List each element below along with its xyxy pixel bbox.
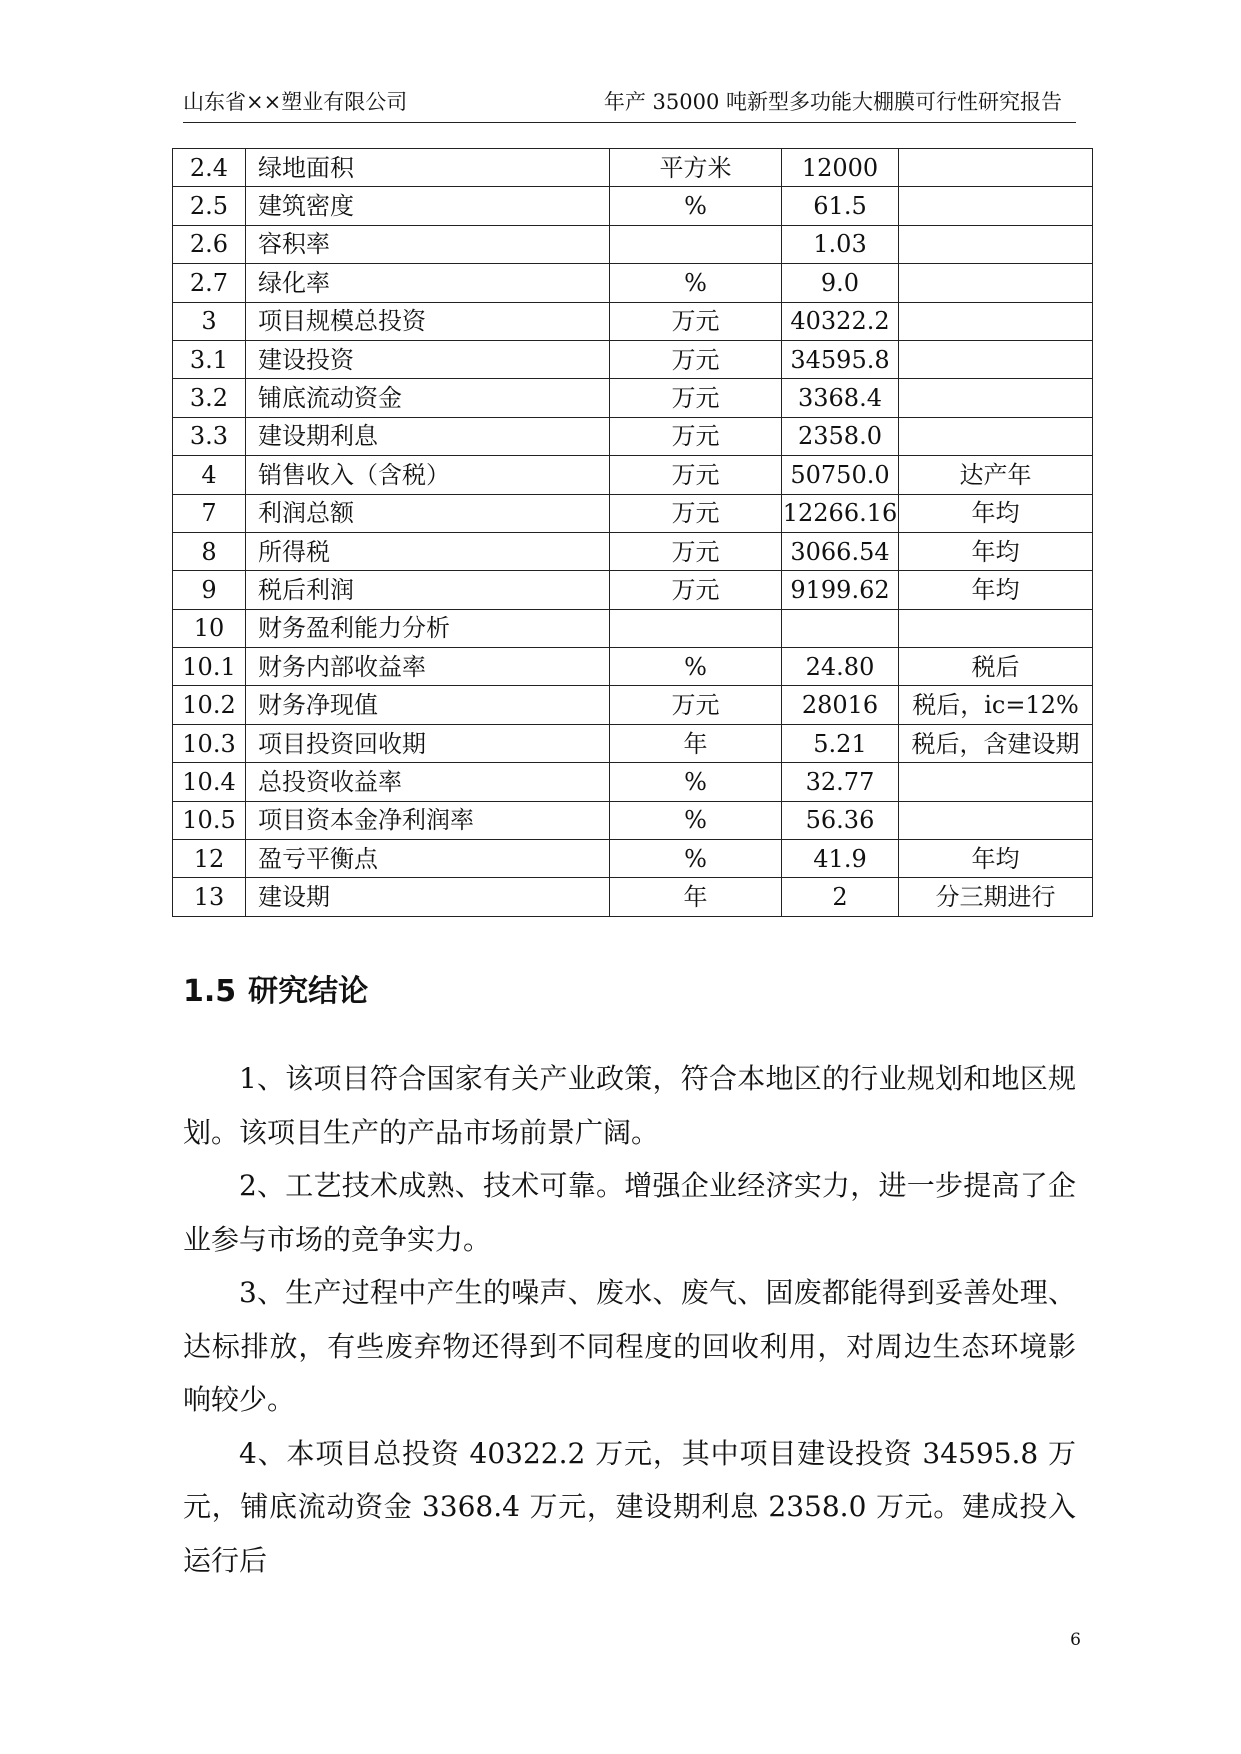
indicator-unit: % bbox=[610, 801, 782, 839]
row-number: 9 bbox=[173, 571, 246, 609]
indicator-unit: % bbox=[610, 763, 782, 801]
indicator-unit: % bbox=[610, 840, 782, 878]
conclusion-paragraph: 1、该项目符合国家有关产业政策，符合本地区的行业规划和地区规划。该项目生产的产品市场前景广阔。 bbox=[183, 1062, 1076, 1149]
indicator-unit: 万元 bbox=[610, 302, 782, 340]
table-row bbox=[173, 686, 1093, 724]
page-number: 6 bbox=[1070, 1630, 1081, 1650]
indicator-name: 项目规模总投资 bbox=[246, 302, 610, 340]
indicator-name: 销售收入（含税） bbox=[246, 456, 610, 494]
indicator-name: 财务净现值 bbox=[246, 686, 610, 724]
indicator-note bbox=[899, 763, 1093, 801]
table-row bbox=[173, 648, 1093, 686]
indicator-unit: 万元 bbox=[610, 532, 782, 570]
section-number: 1.5 bbox=[183, 974, 237, 1009]
indicator-value: 61.5 bbox=[782, 187, 899, 225]
indicator-name: 税后利润 bbox=[246, 571, 610, 609]
row-number: 10.5 bbox=[173, 801, 246, 839]
indicator-value: 24.80 bbox=[782, 648, 899, 686]
row-number: 4 bbox=[173, 456, 246, 494]
indicator-note bbox=[899, 187, 1093, 225]
indicator-note: 年均 bbox=[899, 840, 1093, 878]
company-name: 山东省××塑业有限公司 bbox=[183, 90, 408, 114]
indicator-note bbox=[899, 801, 1093, 839]
indicator-unit: 万元 bbox=[610, 686, 782, 724]
indicator-unit: 万元 bbox=[610, 417, 782, 455]
indicator-note: 达产年 bbox=[899, 456, 1093, 494]
indicator-unit: 万元 bbox=[610, 340, 782, 378]
section-heading bbox=[183, 966, 368, 1010]
row-number: 2.5 bbox=[173, 187, 246, 225]
indicator-unit: 万元 bbox=[610, 456, 782, 494]
indicator-note: 税后，ic=12% bbox=[899, 686, 1093, 724]
indicator-name: 建设期利息 bbox=[246, 417, 610, 455]
row-number: 3 bbox=[173, 302, 246, 340]
indicator-note: 税后，含建设期 bbox=[899, 724, 1093, 762]
indicator-note: 分三期进行 bbox=[899, 878, 1093, 916]
indicator-name: 财务内部收益率 bbox=[246, 648, 610, 686]
indicator-value: 2358.0 bbox=[782, 417, 899, 455]
table-row bbox=[173, 532, 1093, 570]
indicator-note: 年均 bbox=[899, 571, 1093, 609]
row-number: 12 bbox=[173, 840, 246, 878]
indicator-value: 28016 bbox=[782, 686, 899, 724]
indicator-name: 建设投资 bbox=[246, 340, 610, 378]
section-title: 研究结论 bbox=[248, 974, 369, 1009]
row-number: 2.4 bbox=[173, 149, 246, 187]
indicator-note: 年均 bbox=[899, 532, 1093, 570]
row-number: 10 bbox=[173, 609, 246, 647]
indicator-value: 41.9 bbox=[782, 840, 899, 878]
indicator-unit: 万元 bbox=[610, 494, 782, 532]
indicator-name: 项目资本金净利润率 bbox=[246, 801, 610, 839]
indicator-note: 年均 bbox=[899, 494, 1093, 532]
indicator-note bbox=[899, 225, 1093, 263]
indicator-value bbox=[782, 609, 899, 647]
indicator-value: 9.0 bbox=[782, 264, 899, 302]
indicator-value: 34595.8 bbox=[782, 340, 899, 378]
indicator-value: 9199.62 bbox=[782, 571, 899, 609]
indicator-unit: 万元 bbox=[610, 379, 782, 417]
indicator-value: 2 bbox=[782, 878, 899, 916]
table-row bbox=[173, 187, 1093, 225]
indicator-name: 财务盈利能力分析 bbox=[246, 609, 610, 647]
table-row bbox=[173, 302, 1093, 340]
indicator-value: 5.21 bbox=[782, 724, 899, 762]
indicator-name: 总投资收益率 bbox=[246, 763, 610, 801]
indicator-name: 建筑密度 bbox=[246, 187, 610, 225]
indicator-name: 利润总额 bbox=[246, 494, 610, 532]
indicator-value: 12000 bbox=[782, 149, 899, 187]
row-number: 7 bbox=[173, 494, 246, 532]
row-number: 10.3 bbox=[173, 724, 246, 762]
table-row bbox=[173, 264, 1093, 302]
indicator-name: 绿地面积 bbox=[246, 149, 610, 187]
report-title: 年产 35000 吨新型多功能大棚膜可行性研究报告 bbox=[603, 90, 1062, 114]
indicator-name: 铺底流动资金 bbox=[246, 379, 610, 417]
indicator-table bbox=[172, 148, 1093, 917]
indicator-name: 容积率 bbox=[246, 225, 610, 263]
indicator-value: 3368.4 bbox=[782, 379, 899, 417]
indicator-value: 3066.54 bbox=[782, 532, 899, 570]
table-row bbox=[173, 840, 1093, 878]
indicator-name: 建设期 bbox=[246, 878, 610, 916]
indicator-note bbox=[899, 340, 1093, 378]
indicator-note: 税后 bbox=[899, 648, 1093, 686]
indicator-unit bbox=[610, 225, 782, 263]
indicator-note bbox=[899, 302, 1093, 340]
table-row bbox=[173, 494, 1093, 532]
indicator-unit: % bbox=[610, 648, 782, 686]
indicator-note bbox=[899, 609, 1093, 647]
indicator-name: 盈亏平衡点 bbox=[246, 840, 610, 878]
indicator-value: 1.03 bbox=[782, 225, 899, 263]
conclusion-paragraph: 3、生产过程中产生的噪声、废水、废气、固废都能得到妥善处理、达标排放，有些废弃物还得到不同程度的回收利用，对周边生态环境影响较少。 bbox=[183, 1276, 1076, 1416]
row-number: 2.6 bbox=[173, 225, 246, 263]
table-row bbox=[173, 379, 1093, 417]
table-row bbox=[173, 878, 1093, 916]
indicator-note bbox=[899, 149, 1093, 187]
table-row bbox=[173, 724, 1093, 762]
row-number: 10.2 bbox=[173, 686, 246, 724]
row-number: 13 bbox=[173, 878, 246, 916]
page-header bbox=[183, 86, 1076, 123]
row-number: 3.2 bbox=[173, 379, 246, 417]
row-number: 2.7 bbox=[173, 264, 246, 302]
indicator-unit: 万元 bbox=[610, 571, 782, 609]
indicator-unit: 年 bbox=[610, 724, 782, 762]
table-row bbox=[173, 801, 1093, 839]
indicator-unit: 年 bbox=[610, 878, 782, 916]
table-row bbox=[173, 763, 1093, 801]
indicator-name: 所得税 bbox=[246, 532, 610, 570]
indicator-value: 50750.0 bbox=[782, 456, 899, 494]
indicator-unit: 平方米 bbox=[610, 149, 782, 187]
indicator-value: 40322.2 bbox=[782, 302, 899, 340]
indicator-table-body bbox=[173, 149, 1093, 917]
indicator-unit: % bbox=[610, 264, 782, 302]
table-row bbox=[173, 456, 1093, 494]
indicator-note bbox=[899, 417, 1093, 455]
conclusion-paragraph: 2、工艺技术成熟、技术可靠。增强企业经济实力，进一步提高了企业参与市场的竞争实力。 bbox=[183, 1169, 1076, 1256]
indicator-note bbox=[899, 379, 1093, 417]
indicator-name: 绿化率 bbox=[246, 264, 610, 302]
indicator-unit: % bbox=[610, 187, 782, 225]
table-row bbox=[173, 340, 1093, 378]
table-row bbox=[173, 417, 1093, 455]
table-row bbox=[173, 225, 1093, 263]
indicator-unit bbox=[610, 609, 782, 647]
row-number: 10.4 bbox=[173, 763, 246, 801]
indicator-value: 32.77 bbox=[782, 763, 899, 801]
indicator-value: 12266.16 bbox=[782, 494, 899, 532]
conclusion-body bbox=[183, 1052, 1076, 1587]
indicator-value: 56.36 bbox=[782, 801, 899, 839]
row-number: 8 bbox=[173, 532, 246, 570]
row-number: 3.1 bbox=[173, 340, 246, 378]
conclusion-paragraph: 4、本项目总投资 40322.2 万元，其中项目建设投资 34595.8 万元，铺底流动资金 3368.4 万元，建设期利息 2358.0 万元。建成投入运行后 bbox=[183, 1436, 1076, 1577]
table-row bbox=[173, 149, 1093, 187]
table-row bbox=[173, 609, 1093, 647]
indicator-name: 项目投资回收期 bbox=[246, 724, 610, 762]
indicator-note bbox=[899, 264, 1093, 302]
row-number: 3.3 bbox=[173, 417, 246, 455]
row-number: 10.1 bbox=[173, 648, 246, 686]
table-row bbox=[173, 571, 1093, 609]
